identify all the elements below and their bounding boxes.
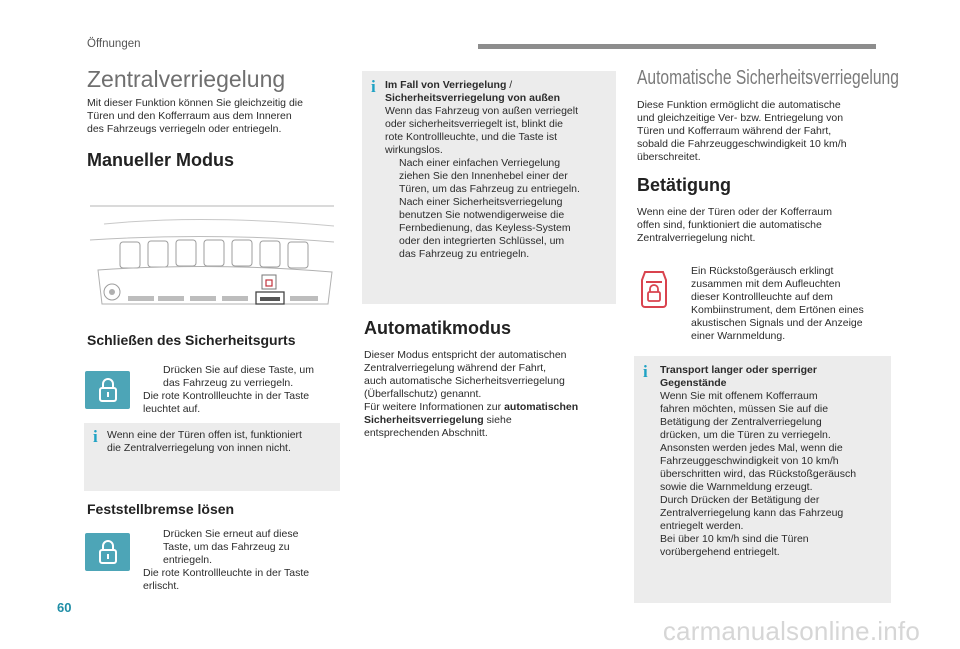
operation-heading: Betätigung [637,175,731,195]
info-icon: i [371,77,376,96]
auto-mode-heading: Automatikmodus [364,318,512,338]
dashboard-buttons-illustration [84,196,340,308]
section-label: Öffnungen [87,38,141,50]
info-icon: i [643,362,648,381]
page-title: Zentralverriegelung [87,66,286,92]
header-rule [478,44,876,49]
seatbelt-heading: Schließen des Sicherheitsgurts [87,332,296,348]
auto-safety-heading: Automatische Sicherheitsverriegelung [637,67,899,89]
warning-text: Ein Rückstoßgeräusch erklingt zusammen mit dem Aufleuchten dieser Kontrollleuchte auf dem Kombiinstrument, dem Ertönen eines akustischen Signals und der Anzeige einer Warnmeldung. [691,265,864,342]
intro-text: Mit dieser Funktion können Sie gleichzeitig die Türen und den Kofferraum aus dem Inneren des Fahrzeugs verriegeln oder entriegeln. [87,97,303,135]
page-number: 60 [57,600,72,615]
operation-text: Wenn eine der Türen oder der Kofferraum offen sind, funktioniert die automatische Zentralverriegelung nicht. [637,206,832,244]
note-box: i Wenn eine der Türen offen ist, funktioniert die Zentralverriegelung von innen nicht. [84,423,340,491]
long-objects-box: i Transport langer oder sperriger Gegenstände Wenn Sie mit offenem Kofferraum fahren möchten, müssen Sie auf die Betätigung der Zentralverriegelung drücken, um die Türen zu verriegeln. Ansonsten werden jedes Mal, wenn die Fahrzeuggeschwindigkeit von 10 km/h überschritten wird, das Rückstoßgeräusch sowie die Warnmeldung erzeugt. Durch Drücken der Betätigung der Zentralverriegelung kann das Fahrzeug entriegelt werden. Bei über 10 km/h sind die Türen vorübergehend entriegelt. [634,356,891,603]
lock-icon [98,377,118,403]
watermark: carmanualsonline.info [662,616,920,646]
brake-instruction: Drücken Sie erneut auf diese Taste, um das Fahrzeug zu entriegeln. Die rote Kontrollleuchte in der Taste erlischt. [143,528,310,592]
unlock-button-icon [85,533,130,571]
manual-mode-heading: Manueller Modus [87,150,235,170]
lock-button-icon [85,371,130,409]
auto-mode-text: Dieser Modus entspricht der automatischen Zentralverriegelung während der Fahrt, auch automatische Sicherheitsverriegelung (Überfallschutz) genannt. Für weitere Informationen zur automatischen Sicherheitsverriegelung siehe entsprechenden Abschnitt. [364,349,579,439]
seatbelt-instruction: Drücken Sie auf diese Taste, um das Fahrzeug zu verriegeln. Die rote Kontrollleuchte in der Taste leuchtet auf. [143,364,314,415]
auto-safety-intro: Diese Funktion ermöglicht die automatische und gleichzeitige Ver- bzw. Entriegelung von Türen und Kofferraum während der Fahrt, sobald die Fahrzeuggeschwindigkeit 10 km/h überschreitet. [637,99,847,163]
brake-heading: Feststellbremse lösen [87,501,235,517]
door-lock-warning-icon [636,268,672,312]
external-locking-box: i Im Fall von Verriegelung / Sicherheitsverriegelung von außen Wenn das Fahrzeug von außen verriegelt oder sicherheitsverriegelt ist, blinkt die rote Kontrollleuchte, und die Taste ist wirkungslos. Nach einer einfachen Verriegelung ziehen Sie den Innenhebel einer der Türen, um das Fahrzeug zu entriegeln. Nach einer Sicherheitsverriegelung benutzen Sie notwendigerweise die Fernbedienung, das Keyless-System oder den integrierten Schlüssel, um das Fahrzeug zu entriegeln. [362,71,616,304]
info-icon: i [93,427,98,446]
unlock-icon [98,539,118,565]
